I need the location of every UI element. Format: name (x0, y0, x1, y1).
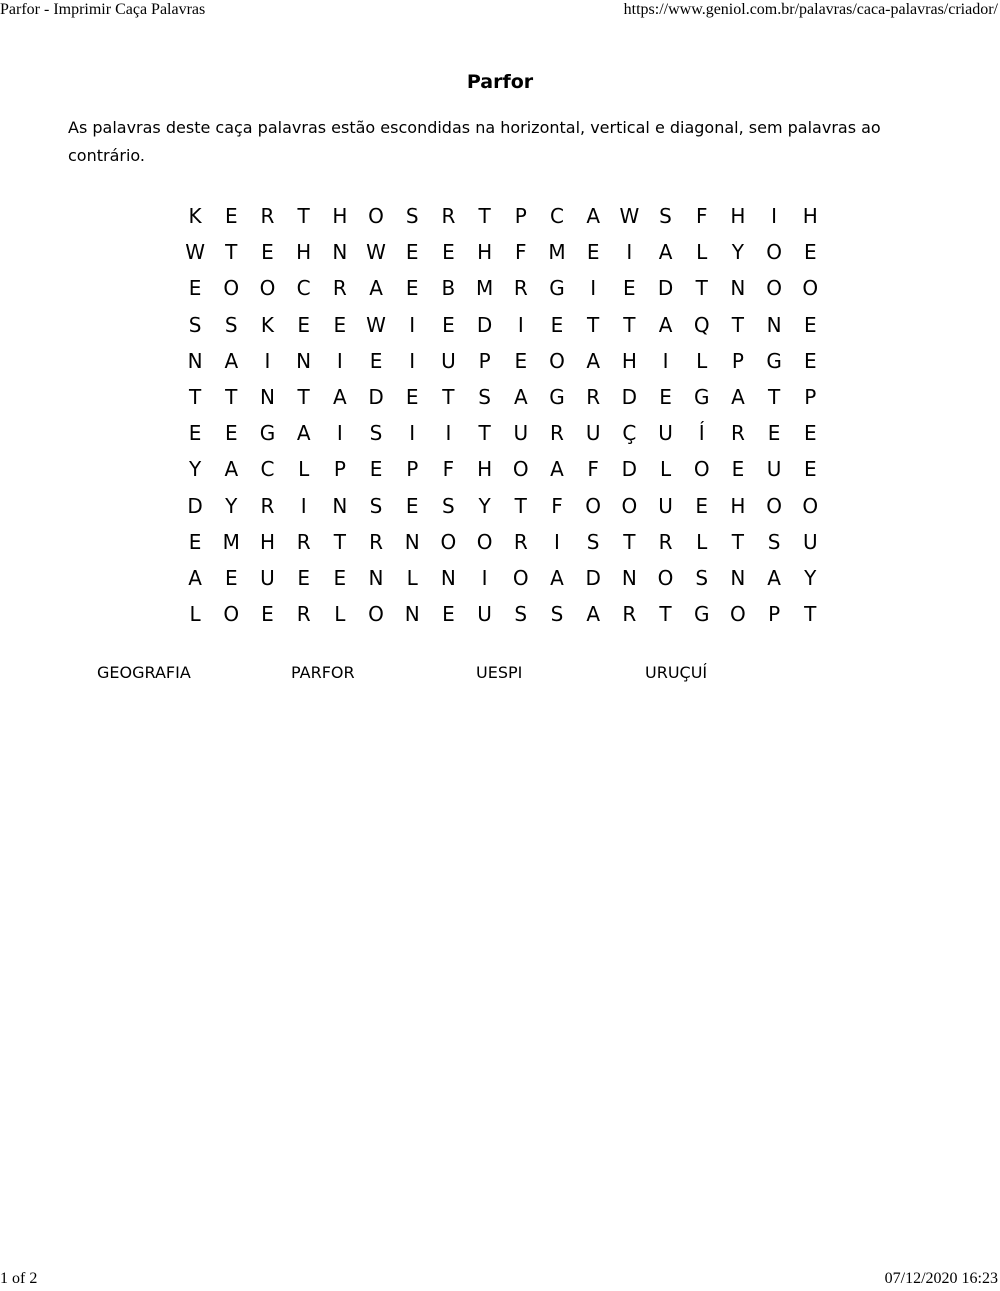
grid-letter: H (296, 240, 312, 265)
word-list-item: URUÇUÍ (645, 663, 708, 682)
grid-letter: F (695, 204, 708, 229)
grid-row (177, 596, 828, 632)
grid-letter: Ç (622, 421, 637, 446)
grid-letter: H (621, 348, 637, 373)
grid-letter: L (696, 240, 708, 265)
grid-letter: T (731, 529, 745, 554)
grid-letter: Y (731, 240, 745, 265)
instructions-text: As palavras deste caça palavras estão escondidas na horizontal, vertical e diagonal, sem palavras ao contrário. (68, 118, 881, 165)
grid-letter: R (730, 421, 745, 446)
grid-letter: L (189, 602, 201, 627)
grid-letter: S (586, 529, 600, 554)
grid-letter: I (771, 204, 778, 229)
grid-letter: R (260, 204, 275, 229)
grid-letter: A (658, 312, 673, 337)
grid-letter: I (300, 493, 307, 518)
grid-letter: O (368, 204, 384, 229)
grid-letter: E (405, 493, 419, 518)
grid-letter: S (369, 493, 383, 518)
grid-letter: E (405, 240, 419, 265)
grid-row (177, 415, 828, 451)
grid-letter: O (730, 602, 746, 627)
word-list-item: PARFOR (291, 663, 355, 682)
grid-letter: O (512, 565, 529, 590)
grid-letter: N (368, 565, 384, 590)
grid-letter: D (621, 457, 638, 482)
grid-letter: F (442, 457, 455, 482)
grid-letter: G (693, 385, 710, 410)
grid-row (177, 270, 828, 306)
grid-letter: A (550, 565, 564, 590)
grid-letter: M (222, 529, 240, 554)
grid-letter: T (225, 385, 238, 410)
grid-letter: N (404, 529, 420, 554)
grid-letter: T (804, 602, 817, 627)
grid-letter: E (297, 565, 310, 590)
grid-letter: Í (698, 421, 705, 446)
grid-letter: R (296, 602, 311, 627)
grid-letter: I (336, 421, 343, 446)
grid-letter: W (366, 240, 386, 265)
grid-letter: M (475, 276, 494, 301)
grid-letter: G (693, 602, 710, 627)
grid-letter: N (404, 602, 420, 627)
grid-letter: I (517, 312, 524, 337)
grid-letter: E (695, 493, 709, 518)
print-header-page-title: Parfor - Imprimir Caça Palavras (0, 1, 206, 18)
grid-letter: W (366, 312, 386, 337)
grid-letter: E (224, 421, 238, 446)
page-title: Parfor (466, 71, 534, 93)
grid-letter: P (514, 204, 527, 229)
grid-row (177, 451, 828, 487)
print-footer-timestamp: 07/12/2020 16:23 (884, 1270, 998, 1287)
grid-letter: E (188, 529, 202, 554)
grid-letter: S (442, 493, 455, 518)
grid-letter: T (333, 529, 346, 554)
grid-letter: E (442, 240, 455, 265)
grid-letter: L (334, 602, 346, 627)
grid-letter: E (803, 457, 817, 482)
grid-letter: O (657, 565, 674, 590)
grid-letter: D (657, 276, 674, 301)
grid-letter: U (260, 565, 275, 590)
grid-letter: H (477, 457, 493, 482)
grid-letter: E (731, 457, 745, 482)
grid-letter: O (766, 276, 782, 301)
grid-letter: E (803, 312, 817, 337)
grid-letter: I (481, 565, 488, 590)
grid-row (177, 198, 828, 234)
grid-letter: H (259, 529, 275, 554)
grid-letter: E (550, 312, 564, 337)
grid-letter: S (514, 602, 528, 627)
grid-letter: D (621, 385, 638, 410)
grid-letter: S (405, 204, 419, 229)
grid-letter: E (261, 240, 274, 265)
grid-letter: P (406, 457, 419, 482)
grid-letter: A (731, 385, 745, 410)
grid-letter: O (621, 493, 638, 518)
grid-letter: A (767, 565, 781, 590)
grid-letter: U (802, 529, 818, 554)
grid-letter: I (554, 529, 560, 554)
grid-letter: Y (225, 493, 238, 518)
grid-letter: T (478, 204, 491, 229)
grid-letter: M (548, 240, 566, 265)
grid-letter: N (259, 385, 275, 410)
grid-letter: R (369, 529, 383, 554)
grid-letter: T (767, 385, 781, 410)
grid-letter: E (224, 204, 238, 229)
grid-letter: A (224, 457, 239, 482)
grid-letter: G (549, 276, 565, 301)
grid-letter: H (332, 204, 348, 229)
grid-letter: R (332, 276, 347, 301)
grid-letter: N (766, 312, 782, 337)
grid-letter: E (442, 602, 455, 627)
grid-letter: L (298, 457, 310, 482)
grid-row (177, 343, 828, 379)
grid-letter: H (477, 240, 493, 265)
grid-letter: D (585, 565, 601, 590)
grid-letter: T (297, 385, 310, 410)
grid-letter: S (188, 312, 202, 337)
grid-letter: N (621, 565, 637, 590)
grid-letter: G (549, 385, 565, 410)
grid-letter: E (333, 312, 347, 337)
word-search-grid (177, 198, 828, 632)
grid-letter: T (442, 385, 455, 410)
grid-letter: A (224, 348, 239, 373)
grid-letter: N (440, 565, 456, 590)
grid-letter: C (260, 457, 275, 482)
grid-row (177, 307, 828, 343)
grid-letter: T (297, 204, 310, 229)
grid-letter: O (476, 529, 493, 554)
grid-letter: A (586, 602, 600, 627)
grid-letter: E (659, 385, 672, 410)
grid-letter: Y (188, 457, 202, 482)
grid-letter: Y (804, 565, 817, 590)
grid-letter: T (587, 312, 600, 337)
grid-letter: U (585, 421, 601, 446)
grid-letter: B (441, 276, 456, 301)
grid-letter: I (264, 348, 271, 373)
grid-letter: E (803, 240, 817, 265)
grid-letter: O (693, 457, 710, 482)
grid-letter: R (296, 529, 311, 554)
grid-letter: I (662, 348, 669, 373)
grid-letter: D (368, 385, 384, 410)
grid-letter: O (802, 276, 819, 301)
grid-letter: E (188, 421, 202, 446)
grid-letter: G (259, 421, 276, 446)
grid-letter: E (586, 240, 600, 265)
grid-letter: P (804, 385, 817, 410)
grid-letter: L (659, 457, 672, 482)
grid-letter: O (223, 602, 240, 627)
grid-letter: C (296, 276, 311, 301)
grid-letter: R (658, 529, 673, 554)
grid-letter: F (515, 240, 527, 265)
grid-letter: I (409, 348, 416, 373)
grid-letter: S (767, 529, 781, 554)
grid-letter: W (185, 240, 205, 265)
grid-letter: C (549, 204, 564, 229)
grid-letter: P (768, 602, 781, 627)
print-footer-page-number: 1 of 2 (0, 1270, 38, 1287)
grid-letter: P (333, 457, 346, 482)
grid-letter: P (478, 348, 491, 373)
grid-letter: R (441, 204, 456, 229)
grid-letter: A (333, 385, 347, 410)
grid-letter: U (477, 602, 492, 627)
grid-letter: E (803, 348, 817, 373)
grid-letter: A (369, 276, 383, 301)
grid-letter: P (731, 348, 744, 373)
grid-letter: H (730, 493, 746, 518)
grid-letter: H (802, 204, 818, 229)
grid-letter: N (332, 240, 348, 265)
grid-letter: R (586, 385, 601, 410)
grid-letter: N (296, 348, 312, 373)
grid-letter: G (766, 348, 782, 373)
grid-letter: N (332, 493, 348, 518)
grid-letter: S (369, 421, 383, 446)
grid-letter: T (731, 312, 745, 337)
grid-letter: W (619, 204, 640, 229)
grid-letter: H (730, 204, 746, 229)
grid-letter: R (260, 493, 275, 518)
grid-letter: A (586, 348, 600, 373)
grid-letter: F (551, 493, 563, 518)
grid-letter: R (513, 529, 528, 554)
grid-letter: T (659, 602, 672, 627)
grid-letter: N (730, 276, 746, 301)
grid-letter: T (623, 312, 636, 337)
grid-letter: O (766, 493, 782, 518)
grid-letter: O (766, 240, 782, 265)
grid-letter: S (659, 204, 672, 229)
word-list-item: GEOGRAFIA (97, 663, 191, 682)
grid-letter: D (187, 493, 203, 518)
grid-letter: O (585, 493, 602, 518)
grid-letter: O (440, 529, 457, 554)
grid-row (177, 379, 828, 415)
grid-letter: T (623, 529, 636, 554)
grid-letter: E (297, 312, 310, 337)
grid-letter: A (586, 204, 600, 229)
grid-letter: O (259, 276, 276, 301)
grid-letter: F (587, 457, 599, 482)
grid-letter: O (368, 602, 384, 627)
grid-letter: U (658, 493, 673, 518)
grid-letter: O (223, 276, 240, 301)
grid-row (177, 488, 828, 524)
grid-letter: S (478, 385, 491, 410)
grid-letter: E (369, 457, 383, 482)
grid-letter: T (225, 240, 238, 265)
grid-letter: S (695, 565, 709, 590)
grid-letter: E (514, 348, 528, 373)
grid-letter: R (622, 602, 637, 627)
grid-letter: L (696, 529, 708, 554)
grid-letter: I (409, 312, 416, 337)
grid-letter: I (445, 421, 452, 446)
grid-letter: E (767, 421, 781, 446)
grid-letter: O (802, 493, 819, 518)
grid-letter: A (296, 421, 311, 446)
grid-letter: R (550, 421, 564, 446)
word-list (0, 662, 1000, 684)
grid-letter: T (478, 421, 491, 446)
grid-letter: D (476, 312, 493, 337)
grid-letter: O (549, 348, 565, 373)
print-header-url: https://www.geniol.com.br/palavras/caca-palavras/criador/ (623, 1, 998, 18)
grid-letter: I (336, 348, 343, 373)
grid-letter: E (369, 348, 383, 373)
grid-letter: A (658, 240, 673, 265)
grid-letter: A (513, 385, 528, 410)
grid-letter: Y (478, 493, 491, 518)
grid-row (177, 234, 828, 270)
grid-letter: U (766, 457, 782, 482)
grid-letter: E (442, 312, 455, 337)
grid-letter: L (696, 348, 708, 373)
grid-letter: L (406, 565, 418, 590)
grid-letter: S (224, 312, 238, 337)
grid-letter: K (188, 204, 202, 229)
grid-letter: E (333, 565, 347, 590)
grid-letter: T (514, 493, 527, 518)
grid-letter: T (695, 276, 708, 301)
grid-letter: A (188, 565, 202, 590)
grid-letter: E (623, 276, 636, 301)
grid-letter: E (224, 565, 238, 590)
word-list-item: UESPI (476, 663, 523, 682)
grid-letter: I (590, 276, 597, 301)
grid-letter: A (550, 457, 564, 482)
grid-letter: I (409, 421, 416, 446)
grid-letter: U (658, 421, 673, 446)
grid-letter: K (260, 312, 275, 337)
grid-letter: U (441, 348, 456, 373)
grid-letter: Q (693, 312, 710, 337)
grid-row (177, 524, 828, 560)
grid-letter: S (550, 602, 564, 627)
grid-letter: O (512, 457, 529, 482)
grid-letter: E (188, 276, 202, 301)
grid-letter: E (261, 602, 274, 627)
grid-letter: E (803, 421, 817, 446)
grid-letter: I (626, 240, 633, 265)
grid-row (177, 560, 828, 596)
grid-letter: N (187, 348, 203, 373)
grid-letter: T (188, 385, 202, 410)
grid-letter: N (730, 565, 746, 590)
grid-letter: E (405, 276, 419, 301)
grid-letter: E (405, 385, 419, 410)
grid-letter: U (513, 421, 529, 446)
grid-letter: R (513, 276, 528, 301)
